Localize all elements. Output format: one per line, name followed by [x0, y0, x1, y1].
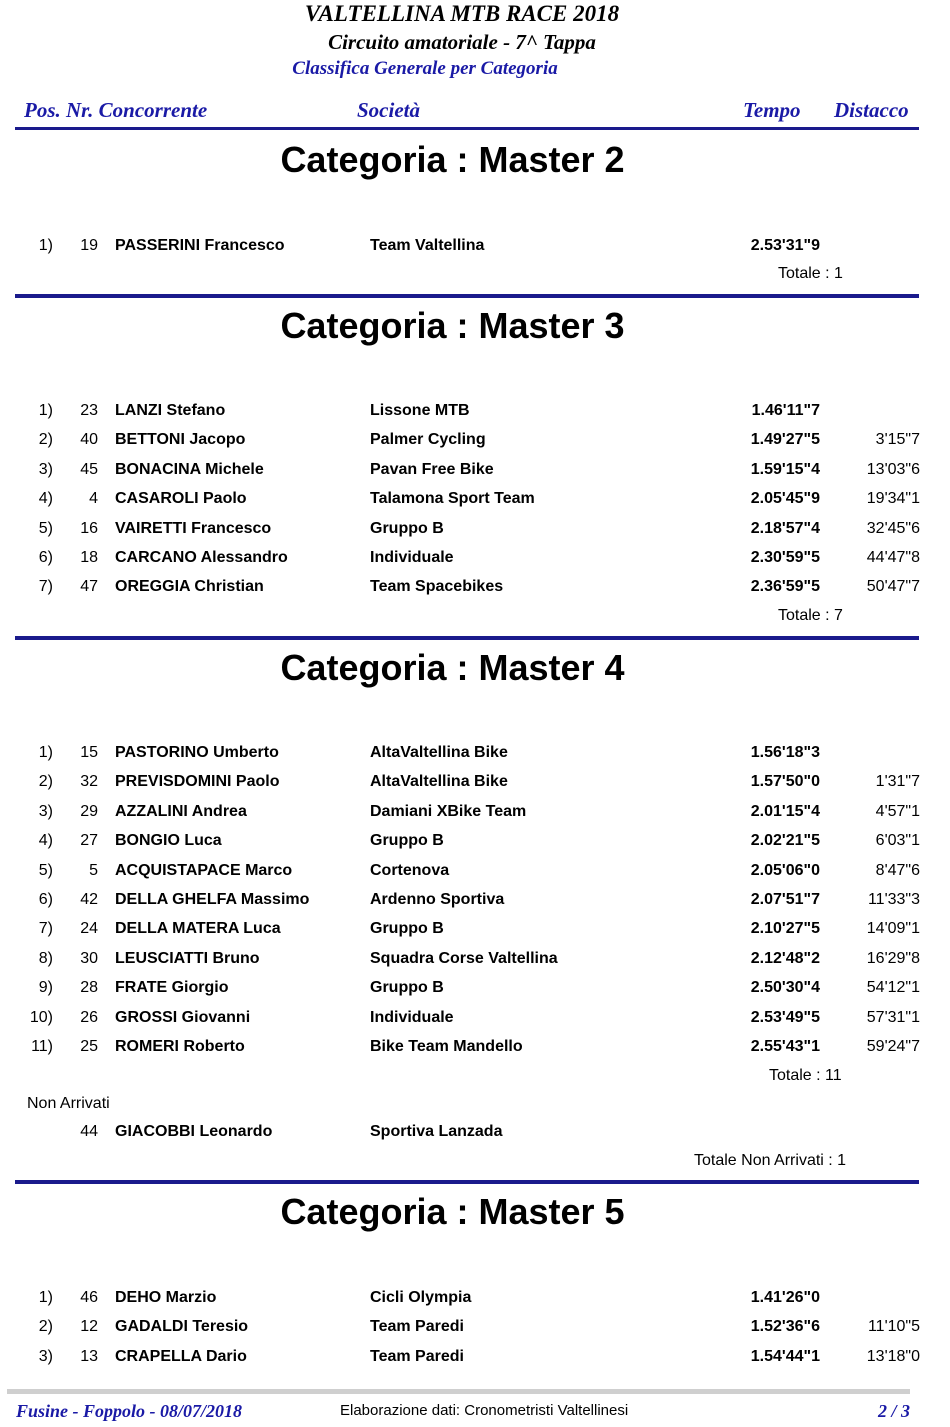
race-time: 2.50'30"4: [750, 979, 820, 996]
result-row: [0, 770, 950, 794]
non-finishers-label: Non Arrivati: [27, 1095, 110, 1112]
race-time: 1.41'26"0: [750, 1289, 820, 1306]
bib-number: 4: [89, 490, 98, 507]
rider-name: ROMERI Roberto: [115, 1038, 245, 1055]
bib-number: 25: [80, 1038, 98, 1055]
result-row: [0, 575, 950, 599]
race-time: 2.10'27"5: [750, 920, 820, 937]
total-master-4: Totale : 11: [769, 1067, 842, 1084]
team-name: Individuale: [370, 549, 454, 566]
rider-name: LEUSCIATTI Bruno: [115, 950, 260, 967]
race-time: 1.57'50"0: [750, 773, 820, 790]
result-row: [0, 829, 950, 853]
bib-number: 13: [80, 1348, 98, 1365]
result-row: [0, 1345, 950, 1369]
rider-name: LANZI Stefano: [115, 402, 226, 419]
total-master-2: Totale : 1: [778, 265, 843, 282]
team-name: Bike Team Mandello: [370, 1038, 523, 1055]
race-title: VALTELLINA MTB RACE 2018: [304, 1, 620, 26]
bib-number: 12: [80, 1318, 98, 1335]
time-gap: 14'09"1: [866, 920, 920, 937]
rider-name: GADALDI Teresio: [115, 1318, 249, 1335]
result-position: 2): [38, 431, 53, 448]
race-time: 2.55'43"1: [750, 1038, 820, 1055]
result-row: [0, 1286, 950, 1310]
rider-name: PASTORINO Umberto: [115, 744, 279, 761]
bib-number: 47: [80, 578, 98, 595]
time-gap: 13'18"0: [866, 1348, 920, 1365]
footer-divider: [7, 1389, 910, 1394]
header-divider: [15, 127, 919, 130]
race-time: 2.30'59"5: [750, 549, 820, 566]
rider-name: BETTONI Jacopo: [115, 431, 246, 448]
rider-name: GIACOBBI Leonardo: [115, 1123, 273, 1140]
time-gap: 19'34"1: [866, 490, 920, 507]
race-time: 1.54'44"1: [750, 1348, 820, 1365]
team-name: Gruppo B: [370, 520, 444, 537]
time-gap: 11'33"3: [867, 891, 920, 908]
team-name: Gruppo B: [370, 979, 444, 996]
footer-credits: Elaborazione dati: Cronometristi Valtellinesi: [340, 1402, 629, 1419]
section-divider: [15, 1180, 919, 1184]
rider-name: GROSSI Giovanni: [115, 1009, 251, 1026]
result-row: [0, 947, 950, 971]
team-name: Sportiva Lanzada: [370, 1123, 503, 1140]
bib-number: 26: [80, 1009, 98, 1026]
result-position: 5): [38, 520, 53, 537]
race-time: 2.18'57"4: [750, 520, 820, 537]
time-gap: 6'03"1: [875, 832, 920, 849]
time-gap: 13'03"6: [866, 461, 920, 478]
category-title-master-4: Categoria : Master 4: [280, 647, 625, 688]
total-non-finishers-master-4: Totale Non Arrivati : 1: [694, 1152, 847, 1169]
rider-name: PREVISDOMINI Paolo: [115, 773, 280, 790]
section-divider: [15, 636, 919, 640]
result-row: [0, 428, 950, 452]
race-subtitle: Circuito amatoriale - 7^ Tappa: [328, 30, 596, 54]
team-name: Gruppo B: [370, 920, 444, 937]
time-gap: 54'12"1: [866, 979, 920, 996]
team-name: Squadra Corse Valtellina: [370, 950, 558, 967]
bib-number: 30: [80, 950, 98, 967]
result-row: [0, 1315, 950, 1339]
time-gap: 32'45"6: [866, 520, 920, 537]
result-position: 4): [38, 490, 53, 507]
time-gap: 4'57"1: [875, 803, 920, 820]
team-name: Team Paredi: [370, 1318, 464, 1335]
column-header-gap: Distacco: [834, 98, 909, 122]
race-time: 2.05'06"0: [750, 862, 820, 879]
result-position: 7): [38, 920, 53, 937]
race-time: 2.36'59"5: [750, 578, 820, 595]
column-header-team: Società: [357, 98, 420, 122]
team-name: Team Paredi: [370, 1348, 464, 1365]
result-row: [0, 546, 950, 570]
result-position: 3): [38, 1348, 53, 1365]
bib-number: 24: [80, 920, 98, 937]
bib-number: 44: [80, 1123, 98, 1140]
race-time: 2.02'21"5: [750, 832, 820, 849]
result-row: [0, 800, 950, 824]
result-row: [0, 976, 950, 1000]
team-name: Ardenno Sportiva: [370, 891, 505, 908]
race-time: 2.05'45"9: [750, 490, 820, 507]
rider-name: CRAPELLA Dario: [115, 1348, 247, 1365]
rider-name: BONACINA Michele: [115, 461, 264, 478]
race-time: 2.01'15"4: [750, 803, 820, 820]
race-time: 2.53'31"9: [750, 237, 820, 254]
rider-name: DELLA GHELFA Massimo: [115, 891, 310, 908]
team-name: Palmer Cycling: [370, 431, 486, 448]
time-gap: 57'31"1: [866, 1009, 920, 1026]
bib-number: 32: [80, 773, 98, 790]
team-name: AltaValtellina Bike: [370, 773, 508, 790]
bib-number: 5: [89, 862, 98, 879]
time-gap: 11'10"5: [867, 1318, 920, 1335]
rider-name: AZZALINI Andrea: [115, 803, 247, 820]
result-position: 8): [38, 950, 53, 967]
result-position: 6): [38, 549, 53, 566]
section-divider: [15, 294, 919, 298]
page-number: 2 / 3: [877, 1401, 910, 1421]
rider-name: CASAROLI Paolo: [115, 490, 247, 507]
result-position: 6): [38, 891, 53, 908]
race-time: 1.56'18"3: [750, 744, 820, 761]
time-gap: 59'24"7: [866, 1038, 920, 1055]
category-title-master-3: Categoria : Master 3: [280, 305, 625, 346]
time-gap: 1'31"7: [875, 773, 920, 790]
bib-number: 45: [80, 461, 98, 478]
result-position: 4): [38, 832, 53, 849]
result-position: 1): [38, 237, 53, 254]
time-gap: 44'47"8: [866, 549, 920, 566]
category-title-master-2: Categoria : Master 2: [280, 139, 625, 180]
team-name: Individuale: [370, 1009, 454, 1026]
result-row: [0, 741, 950, 765]
total-master-3: Totale : 7: [778, 607, 843, 624]
race-time: 2.07'51"7: [750, 891, 820, 908]
time-gap: 3'15"7: [875, 431, 920, 448]
bib-number: 42: [80, 891, 98, 908]
team-name: Talamona Sport Team: [370, 490, 535, 507]
time-gap: 16'29"8: [866, 950, 920, 967]
result-position: 10): [29, 1009, 53, 1026]
rider-name: OREGGIA Christian: [115, 578, 264, 595]
time-gap: 8'47"6: [875, 862, 920, 879]
bib-number: 19: [80, 237, 98, 254]
bib-number: 40: [80, 431, 98, 448]
rider-name: VAIRETTI Francesco: [115, 520, 272, 537]
race-time: 2.12'48"2: [750, 950, 820, 967]
race-time: 2.53'49"5: [750, 1009, 820, 1026]
result-position: 2): [38, 773, 53, 790]
result-position: 1): [38, 744, 53, 761]
team-name: Lissone MTB: [370, 402, 470, 419]
footer-location-date: Fusine - Foppolo - 08/07/2018: [16, 1401, 243, 1421]
result-position: 9): [38, 979, 53, 996]
time-gap: 50'47"7: [866, 578, 920, 595]
category-title-master-5: Categoria : Master 5: [280, 1191, 625, 1232]
bib-number: 15: [80, 744, 98, 761]
result-row: [0, 399, 950, 423]
result-row: [0, 487, 950, 511]
result-position: 3): [38, 461, 53, 478]
rider-name: PASSERINI Francesco: [115, 237, 285, 254]
result-row: [0, 917, 950, 941]
bib-number: 28: [80, 979, 98, 996]
result-position: 7): [38, 578, 53, 595]
team-name: Pavan Free Bike: [370, 461, 494, 478]
column-header-time: Tempo: [743, 98, 801, 122]
team-name: Team Spacebikes: [370, 578, 504, 595]
bib-number: 18: [80, 549, 98, 566]
race-time: 1.46'11"7: [751, 402, 820, 419]
rider-name: DEHO Marzio: [115, 1289, 217, 1306]
rider-name: DELLA MATERA Luca: [115, 920, 281, 937]
race-time: 1.49'27"5: [750, 431, 820, 448]
result-position: 5): [38, 862, 53, 879]
bib-number: 23: [80, 402, 98, 419]
result-row: [0, 1006, 950, 1030]
result-position: 1): [38, 1289, 53, 1306]
result-row: [0, 1120, 950, 1144]
team-name: Team Valtellina: [370, 237, 485, 254]
report-title: Classifica Generale per Categoria: [292, 58, 558, 79]
result-row: [0, 1035, 950, 1059]
team-name: Cicli Olympia: [370, 1289, 472, 1306]
result-position: 2): [38, 1318, 53, 1335]
bib-number: 29: [80, 803, 98, 820]
result-row: [0, 517, 950, 541]
result-position: 3): [38, 803, 53, 820]
team-name: AltaValtellina Bike: [370, 744, 508, 761]
result-position: 1): [38, 402, 53, 419]
team-name: Gruppo B: [370, 832, 444, 849]
race-time: 1.59'15"4: [750, 461, 820, 478]
race-time: 1.52'36"6: [750, 1318, 820, 1335]
result-row: [0, 234, 950, 258]
rider-name: BONGIO Luca: [115, 832, 222, 849]
team-name: Damiani XBike Team: [370, 803, 527, 820]
result-row: [0, 859, 950, 883]
team-name: Cortenova: [370, 862, 450, 879]
bib-number: 46: [80, 1289, 98, 1306]
column-header-pos-nr-name: Pos. Nr. Concorrente: [24, 98, 208, 122]
rider-name: ACQUISTAPACE Marco: [115, 862, 293, 879]
rider-name: CARCANO Alessandro: [115, 549, 288, 566]
result-row: [0, 458, 950, 482]
rider-name: FRATE Giorgio: [115, 979, 229, 996]
bib-number: 27: [80, 832, 98, 849]
result-row: [0, 888, 950, 912]
bib-number: 16: [80, 520, 98, 537]
result-position: 11): [31, 1038, 53, 1055]
